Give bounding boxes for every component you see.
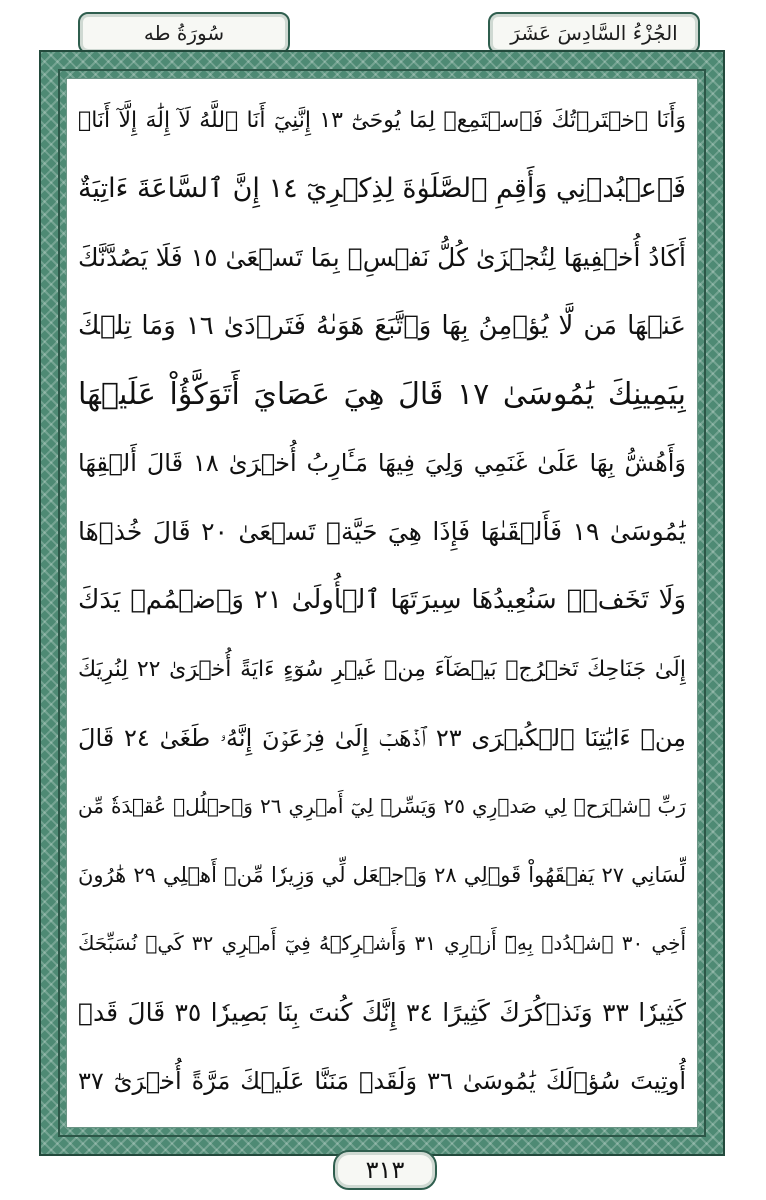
page-number: ٣١٣ — [333, 1150, 437, 1190]
verse-line: أَكَادُ أُخۡفِيهَا لِتُجۡزَىٰ كُلُّ نَفۡسِۭ بِمَا تَسۡعَىٰ ١٥ فَلَا يَصُدَّنَّكَ — [78, 242, 686, 272]
verse-line: وَأَنَا ٱخۡتَرۡتُكَ فَٱسۡتَمِعۡ لِمَا يُوحَىٰٓ ١٣ إِنَّنِيٓ أَنَا ٱللَّهُ لَآ إِلَٰهَ إِلَّآ أَنَا۠ — [78, 107, 686, 133]
verse-line: بِيَمِينِكَ يَٰمُوسَىٰ ١٧ قَالَ هِيَ عَصَايَ أَتَوَكَّؤُاْ عَلَيۡهَا — [78, 377, 686, 413]
verse-line: أَخِي ٣٠ ٱشۡدُدۡ بِهِۦٓ أَزۡرِي ٣١ وَأَشۡرِكۡهُ فِيٓ أَمۡرِي ٣٢ كَيۡ نُسَبِّحَكَ — [78, 931, 686, 956]
verse-line: يَٰمُوسَىٰ ١٩ فَأَلۡقَىٰهَا فَإِذَا هِيَ حَيَّةٞ تَسۡعَىٰ ٢٠ قَالَ خُذۡهَا — [78, 517, 686, 547]
verse-line: عَنۡهَا مَن لَّا يُؤۡمِنُ بِهَا وَٱتَّبَعَ هَوَىٰهُ فَتَرۡدَىٰ ١٦ وَمَا تِلۡكَ — [78, 311, 686, 342]
verse-line: وَأَهُشُّ بِهَا عَلَىٰ غَنَمِي وَلِيَ فِيهَا مَـَٔارِبُ أُخۡرَىٰ ١٨ قَالَ أَلۡقِهَا — [78, 449, 686, 478]
verse-line: أُوتِيتَ سُؤۡلَكَ يَٰمُوسَىٰ ٣٦ وَلَقَدۡ مَنَنَّا عَلَيۡكَ مَرَّةً أُخۡرَىٰٓ ٣٧ — [78, 1066, 686, 1095]
verse-text-block — [78, 86, 686, 1116]
verse-line: كَثِيرٗا ٣٣ وَنَذۡكُرَكَ كَثِيرًا ٣٤ إِنَّكَ كُنتَ بِنَا بَصِيرٗا ٣٥ قَالَ قَدۡ — [78, 997, 686, 1027]
verse-line: مِنۡ ءَايَٰتِنَا ٱلۡكُبۡرَى ٢٣ ٱذۡهَبۡ إِلَىٰ فِرۡعَوۡنَ إِنَّهُۥ طَغَىٰ ٢٤ قَالَ — [78, 723, 686, 752]
verse-line: وَلَا تَخَفۡۖ سَنُعِيدُهَا سِيرَتَهَا ٱلۡأُولَىٰ ٢١ وَٱضۡمُمۡ يَدَكَ — [78, 585, 686, 616]
surah-name-label: سُورَةُ طه — [78, 12, 290, 54]
verse-line: لِّسَانِي ٢٧ يَفۡقَهُواْ قَوۡلِي ٢٨ وَٱجۡعَل لِّي وَزِيرٗا مِّنۡ أَهۡلِي ٢٩ هَٰرُونَ — [78, 862, 686, 887]
verse-line: فَٱعۡبُدۡنِي وَأَقِمِ ٱلصَّلَوٰةَ لِذِكۡرِيٓ ١٤ إِنَّ ٱلسَّاعَةَ ءَاتِيَةٌ — [78, 173, 686, 205]
verse-line: إِلَىٰ جَنَاحِكَ تَخۡرُجۡ بَيۡضَآءَ مِنۡ غَيۡرِ سُوٓءٍ ءَايَةً أُخۡرَىٰ ٢٢ لِنُرِيَكَ — [78, 656, 686, 682]
juz-name-label: الجُزْءُ السَّادِسَ عَشَرَ — [488, 12, 700, 54]
verse-line: رَبِّ ٱشۡرَحۡ لِي صَدۡرِي ٢٥ وَيَسِّرۡ لِيٓ أَمۡرِي ٢٦ وَٱحۡلُلۡ عُقۡدَةٗ مِّن — [78, 794, 686, 819]
